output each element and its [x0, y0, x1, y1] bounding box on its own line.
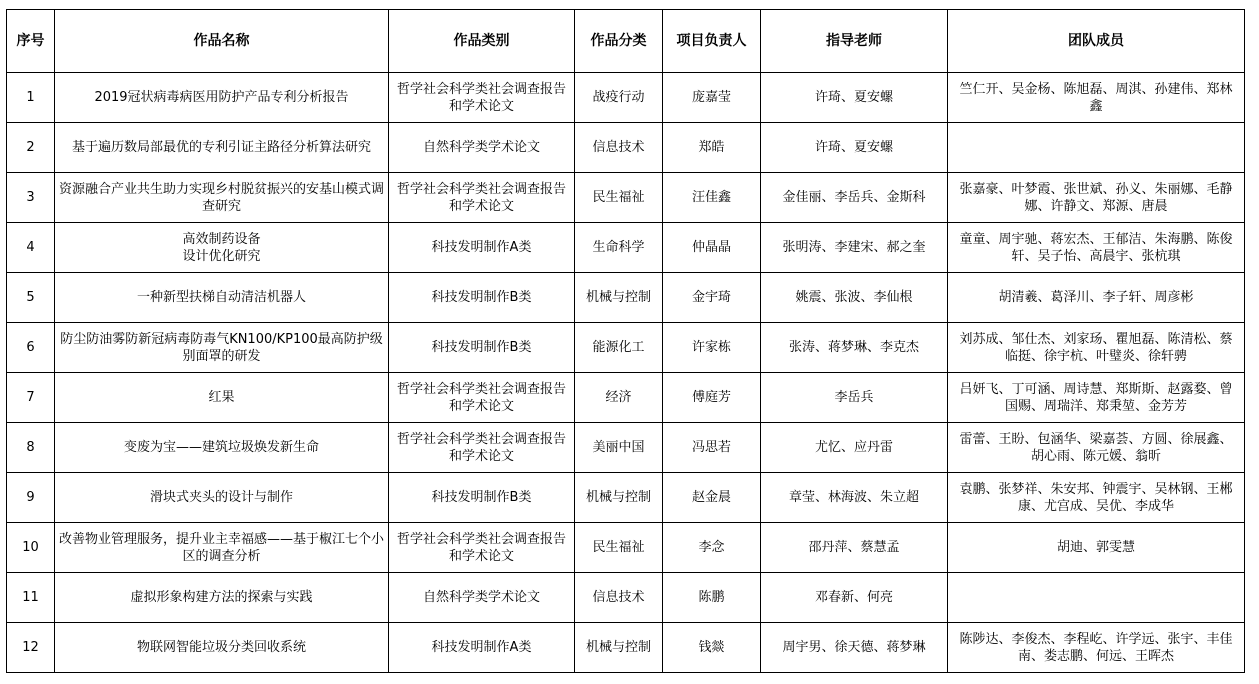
cell-leader: 仲晶晶: [663, 223, 761, 273]
cell-leader: 许家栋: [663, 323, 761, 373]
cell-advisors: 章莹、林海波、朱立超: [761, 473, 948, 523]
table-row: [7, 173, 1245, 223]
table-header-row: [7, 10, 1245, 73]
cell-members: 吕妍飞、丁可涵、周诗慧、郑斯斯、赵露婺、曾国赐、周瑞洋、郑秉堃、金芳芳: [948, 373, 1245, 423]
cell-category: 科技发明制作B类: [389, 273, 575, 323]
cell-name: 滑块式夹头的设计与制作: [55, 473, 389, 523]
cell-advisors: 张明涛、李建宋、郝之奎: [761, 223, 948, 273]
cell-leader: 金宇琦: [663, 273, 761, 323]
cell-name: 2019冠状病毒病医用防护产品专利分析报告: [55, 73, 389, 123]
table-row: [7, 523, 1245, 573]
cell-no: 12: [7, 623, 55, 673]
header-members: 团队成员: [948, 10, 1245, 73]
cell-advisors: 尤忆、应丹雷: [761, 423, 948, 473]
cell-category: 哲学社会科学类社会调查报告和学术论文: [389, 73, 575, 123]
cell-field: 信息技术: [575, 573, 663, 623]
cell-field: 机械与控制: [575, 273, 663, 323]
cell-category: 自然科学类学术论文: [389, 123, 575, 173]
table-row: [7, 223, 1245, 273]
header-advisors: 指导老师: [761, 10, 948, 73]
cell-leader: 郑皓: [663, 123, 761, 173]
cell-name: 资源融合产业共生助力实现乡村脱贫振兴的安基山模式调查研究: [55, 173, 389, 223]
cell-field: 战疫行动: [575, 73, 663, 123]
table-row: [7, 423, 1245, 473]
cell-leader: 钱燚: [663, 623, 761, 673]
cell-no: 10: [7, 523, 55, 573]
cell-category: 科技发明制作B类: [389, 473, 575, 523]
cell-members: 张嘉豪、叶梦霞、张世斌、孙义、朱丽娜、毛静娜、许静文、郑源、唐晨: [948, 173, 1245, 223]
cell-advisors: 周宇男、徐天德、蒋梦琳: [761, 623, 948, 673]
cell-field: 机械与控制: [575, 623, 663, 673]
cell-category: 科技发明制作A类: [389, 623, 575, 673]
cell-advisors: 许琦、夏安螺: [761, 73, 948, 123]
header-field: 作品分类: [575, 10, 663, 73]
table-row: [7, 73, 1245, 123]
cell-advisors: 李岳兵: [761, 373, 948, 423]
table-row: [7, 123, 1245, 173]
cell-name: 虚拟形象构建方法的探索与实践: [55, 573, 389, 623]
cell-members: 刘苏成、邹仕杰、刘家玚、瞿旭磊、陈清松、蔡临挺、徐宇杭、叶璧炎、徐轩骋: [948, 323, 1245, 373]
projects-table: [6, 9, 1245, 673]
cell-name: 高效制药设备 设计优化研究: [55, 223, 389, 273]
cell-category: 哲学社会科学类社会调查报告和学术论文: [389, 373, 575, 423]
cell-no: 5: [7, 273, 55, 323]
cell-name: 物联网智能垃圾分类回收系统: [55, 623, 389, 673]
cell-members: 袁鹏、张梦祥、朱安邦、钟震宇、吴林钢、王郴康、尤宫成、吴优、李成华: [948, 473, 1245, 523]
cell-no: 11: [7, 573, 55, 623]
cell-advisors: 金佳丽、李岳兵、金斯科: [761, 173, 948, 223]
cell-members: 雷蕾、王盼、包涵华、梁嘉荟、方圆、徐展鑫、胡心雨、陈元媛、翁昕: [948, 423, 1245, 473]
cell-leader: 冯思若: [663, 423, 761, 473]
cell-members: 胡迪、郭雯慧: [948, 523, 1245, 573]
cell-members: 陈陟达、李俊杰、李程屹、许学远、张宇、丰佳南、娄志鹏、何远、王晖杰: [948, 623, 1245, 673]
cell-field: 生命科学: [575, 223, 663, 273]
cell-field: 经济: [575, 373, 663, 423]
cell-field: 机械与控制: [575, 473, 663, 523]
cell-category: 科技发明制作B类: [389, 323, 575, 373]
cell-name: 变废为宝——建筑垃圾焕发新生命: [55, 423, 389, 473]
cell-field: 民生福祉: [575, 523, 663, 573]
cell-category: 自然科学类学术论文: [389, 573, 575, 623]
cell-category: 科技发明制作A类: [389, 223, 575, 273]
cell-name: 改善物业管理服务，提升业主幸福感——基于椒江七个小区的调查分析: [55, 523, 389, 573]
cell-members: [948, 573, 1245, 623]
cell-no: 6: [7, 323, 55, 373]
cell-members: 胡清羲、葛泽川、李子轩、周彦彬: [948, 273, 1245, 323]
projects-table-container: [6, 9, 1245, 673]
cell-advisors: 张涛、蒋梦琳、李克杰: [761, 323, 948, 373]
cell-field: 美丽中国: [575, 423, 663, 473]
cell-no: 2: [7, 123, 55, 173]
cell-field: 能源化工: [575, 323, 663, 373]
cell-leader: 汪佳鑫: [663, 173, 761, 223]
cell-leader: 赵金晨: [663, 473, 761, 523]
cell-no: 4: [7, 223, 55, 273]
cell-name: 防尘防油雾防新冠病毒防毒气KN100/KP100最高防护级别面罩的研发: [55, 323, 389, 373]
cell-leader: 李念: [663, 523, 761, 573]
cell-members: 童童、周宇驰、蒋宏杰、王郁洁、朱海鹏、陈俊轩、吴子怡、高晨宇、张杭琪: [948, 223, 1245, 273]
table-row: [7, 473, 1245, 523]
cell-leader: 陈鹏: [663, 573, 761, 623]
cell-field: 民生福祉: [575, 173, 663, 223]
cell-leader: 庞嘉莹: [663, 73, 761, 123]
cell-category: 哲学社会科学类社会调查报告和学术论文: [389, 423, 575, 473]
cell-advisors: 许琦、夏安螺: [761, 123, 948, 173]
cell-name: 红果: [55, 373, 389, 423]
cell-no: 1: [7, 73, 55, 123]
cell-field: 信息技术: [575, 123, 663, 173]
cell-name: 基于遍历数局部最优的专利引证主路径分析算法研究: [55, 123, 389, 173]
header-leader: 项目负责人: [663, 10, 761, 73]
cell-advisors: 邓春新、何亮: [761, 573, 948, 623]
cell-leader: 傅庭芳: [663, 373, 761, 423]
cell-category: 哲学社会科学类社会调查报告和学术论文: [389, 523, 575, 573]
table-row: [7, 623, 1245, 673]
header-category: 作品类别: [389, 10, 575, 73]
table-row: [7, 373, 1245, 423]
cell-name: 一种新型扶梯自动清洁机器人: [55, 273, 389, 323]
cell-members: 竺仁开、吴金杨、陈旭磊、周淇、孙建伟、郑林鑫: [948, 73, 1245, 123]
cell-members: [948, 123, 1245, 173]
cell-no: 3: [7, 173, 55, 223]
table-row: [7, 273, 1245, 323]
cell-advisors: 姚震、张波、李仙根: [761, 273, 948, 323]
cell-no: 9: [7, 473, 55, 523]
cell-no: 7: [7, 373, 55, 423]
cell-no: 8: [7, 423, 55, 473]
cell-category: 哲学社会科学类社会调查报告和学术论文: [389, 173, 575, 223]
header-name: 作品名称: [55, 10, 389, 73]
table-row: [7, 573, 1245, 623]
table-row: [7, 323, 1245, 373]
cell-advisors: 邵丹萍、蔡慧孟: [761, 523, 948, 573]
header-no: 序号: [7, 10, 55, 73]
